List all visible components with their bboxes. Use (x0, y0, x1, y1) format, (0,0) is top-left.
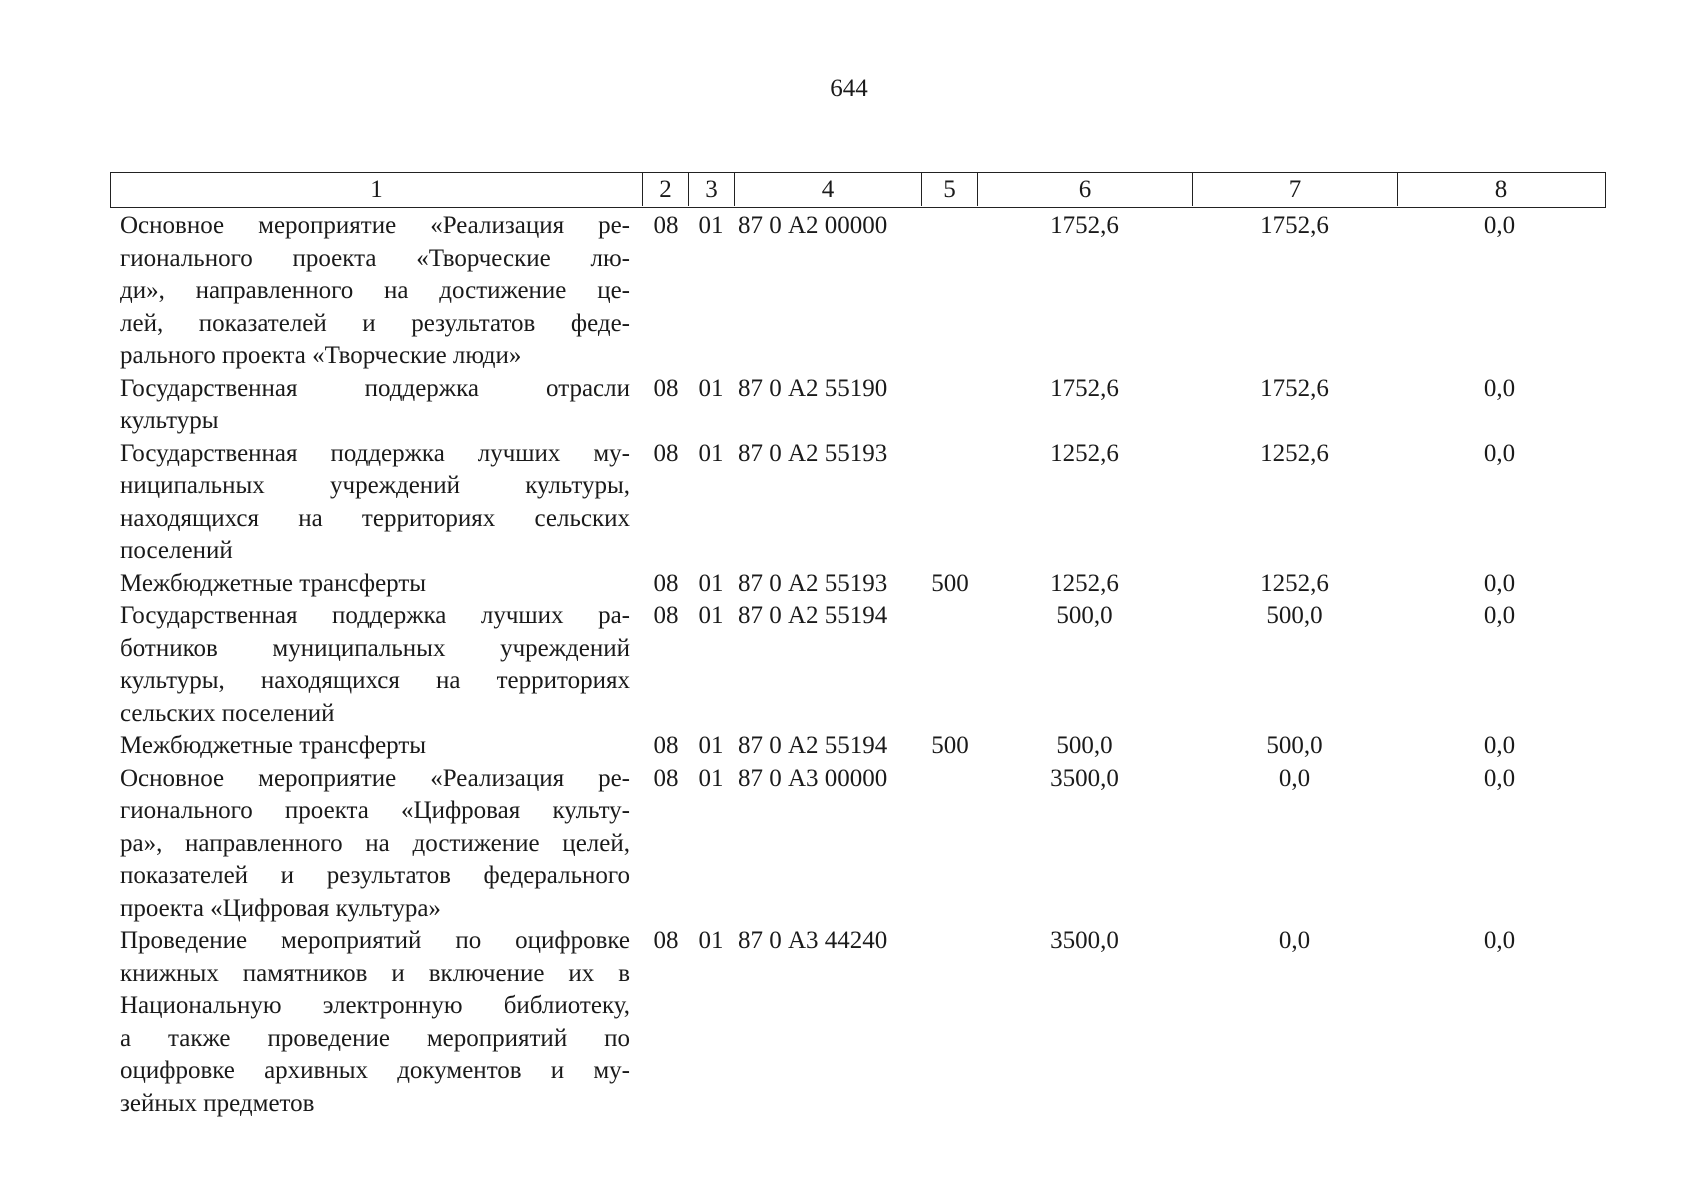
row-description (120, 600, 630, 730)
amount-col-7: 1252,6 (1260, 569, 1329, 597)
header-col-7: 7 (1193, 173, 1398, 206)
amount-col-8: 0,0 (1483, 439, 1516, 467)
amount-col-7: 0,0 (1278, 927, 1311, 954)
target-article-code: 87 0 А2 55194 (738, 732, 888, 759)
amount-col-8: 0,0 (1483, 602, 1516, 629)
description-line: гионального проекта «Цифровая культу- (120, 797, 630, 824)
description-line: показателей и результатов федерального (120, 862, 630, 889)
section-code: 08 (653, 212, 679, 239)
amount-col-8: 0,0 (1483, 374, 1516, 402)
description-line: а также проведение мероприятий по (120, 1024, 630, 1052)
description-line: ботников муниципальных учреждений (120, 634, 630, 662)
amount-col-8: 0,0 (1483, 569, 1516, 597)
description-line: лей, показателей и результатов феде- (120, 309, 630, 337)
description-line: Основное мероприятие «Реализация ре- (120, 764, 630, 792)
description-line: Межбюджетные трансферты (120, 569, 427, 597)
row-description (120, 373, 630, 438)
header-col-3: 3 (689, 173, 735, 206)
table-row (0, 373, 1698, 438)
table-row (0, 730, 1698, 763)
description-line: ра», направленного на достижение целей, (120, 829, 630, 857)
amount-col-6: 1752,6 (1050, 374, 1119, 402)
amount-col-7: 1252,6 (1260, 439, 1329, 467)
description-line: сельских поселений (120, 699, 335, 727)
amount-col-8: 0,0 (1483, 764, 1516, 792)
target-article-code: 87 0 А2 55190 (738, 374, 888, 402)
description-line: ниципальных учреждений культуры, (120, 472, 630, 499)
section-code: 08 (653, 927, 679, 954)
subsection-code: 01 (698, 439, 724, 467)
amount-col-7: 500,0 (1266, 602, 1323, 629)
description-line: Государственная поддержка лучших ра- (120, 602, 630, 629)
target-article-code: 87 0 А2 55194 (738, 602, 888, 629)
subsection-code: 01 (698, 732, 724, 759)
description-line: проекта «Цифровая культура» (120, 894, 441, 922)
table-row (0, 568, 1698, 601)
amount-col-7: 0,0 (1278, 764, 1311, 792)
target-article-code: 87 0 А3 44240 (738, 927, 888, 954)
description-line: культуры, находящихся на территориях (120, 667, 630, 694)
amount-col-7: 1752,6 (1260, 374, 1329, 402)
header-col-2: 2 (643, 173, 689, 206)
description-line: Государственная поддержка отрасли (120, 374, 630, 402)
amount-col-6: 1752,6 (1050, 212, 1119, 239)
description-line: Государственная поддержка лучших му- (120, 439, 630, 467)
amount-col-6: 1252,6 (1050, 569, 1119, 597)
row-description (120, 210, 630, 373)
description-line: поселений (120, 537, 233, 564)
section-code: 08 (653, 569, 679, 597)
subsection-code: 01 (698, 212, 724, 239)
table-row (0, 925, 1698, 1120)
expense-type-code: 500 (931, 732, 969, 759)
subsection-code: 01 (698, 602, 724, 629)
table-row (0, 210, 1698, 373)
amount-col-6: 3500,0 (1050, 927, 1119, 954)
description-line: Межбюджетные трансферты (120, 732, 427, 759)
section-code: 08 (653, 764, 679, 792)
description-line: гионального проекта «Творческие лю- (120, 244, 630, 272)
description-line: зейных предметов (120, 1089, 315, 1117)
amount-col-6: 500,0 (1056, 602, 1113, 629)
amount-col-8: 0,0 (1483, 927, 1516, 954)
description-line: Национальную электронную библиотеку, (120, 992, 630, 1019)
row-description (120, 763, 630, 926)
section-code: 08 (653, 732, 679, 759)
subsection-code: 01 (698, 374, 724, 402)
amount-col-8: 0,0 (1483, 732, 1516, 759)
section-code: 08 (653, 374, 679, 402)
target-article-code: 87 0 А2 55193 (738, 569, 888, 597)
section-code: 08 (653, 602, 679, 629)
header-col-1: 1 (111, 173, 643, 206)
description-line: оцифровке архивных документов и му- (120, 1057, 630, 1084)
description-line: Основное мероприятие «Реализация ре- (120, 212, 630, 239)
header-col-5: 5 (922, 173, 978, 206)
target-article-code: 87 0 А3 00000 (738, 764, 888, 792)
description-line: находящихся на территориях сельских (120, 504, 630, 532)
row-description (120, 438, 630, 568)
description-line: Проведение мероприятий по оцифровке (120, 927, 630, 954)
table-row (0, 438, 1698, 568)
subsection-code: 01 (698, 927, 724, 954)
table-header (110, 172, 1606, 208)
subsection-code: 01 (698, 764, 724, 792)
description-line: рального проекта «Творческие люди» (120, 342, 522, 369)
amount-col-7: 1752,6 (1260, 212, 1329, 239)
page-number: 644 (830, 75, 868, 102)
table-row (0, 600, 1698, 730)
row-description (120, 568, 630, 601)
amount-col-6: 1252,6 (1050, 439, 1119, 467)
amount-col-6: 500,0 (1056, 732, 1113, 759)
amount-col-7: 500,0 (1266, 732, 1323, 759)
row-description (120, 925, 630, 1120)
target-article-code: 87 0 А2 00000 (738, 212, 888, 239)
table-row (0, 763, 1698, 926)
row-description (120, 730, 630, 763)
header-col-4: 4 (735, 173, 922, 206)
description-line: книжных памятников и включение их в (120, 959, 630, 987)
section-code: 08 (653, 439, 679, 467)
header-col-6: 6 (978, 173, 1193, 206)
amount-col-6: 3500,0 (1050, 764, 1119, 792)
target-article-code: 87 0 А2 55193 (738, 439, 888, 467)
description-line: культуры (120, 407, 219, 434)
description-line: ди», направленного на достижение це- (120, 277, 630, 304)
header-col-8: 8 (1494, 176, 1508, 203)
subsection-code: 01 (698, 569, 724, 597)
amount-col-8: 0,0 (1483, 212, 1516, 239)
expense-type-code: 500 (931, 569, 969, 597)
